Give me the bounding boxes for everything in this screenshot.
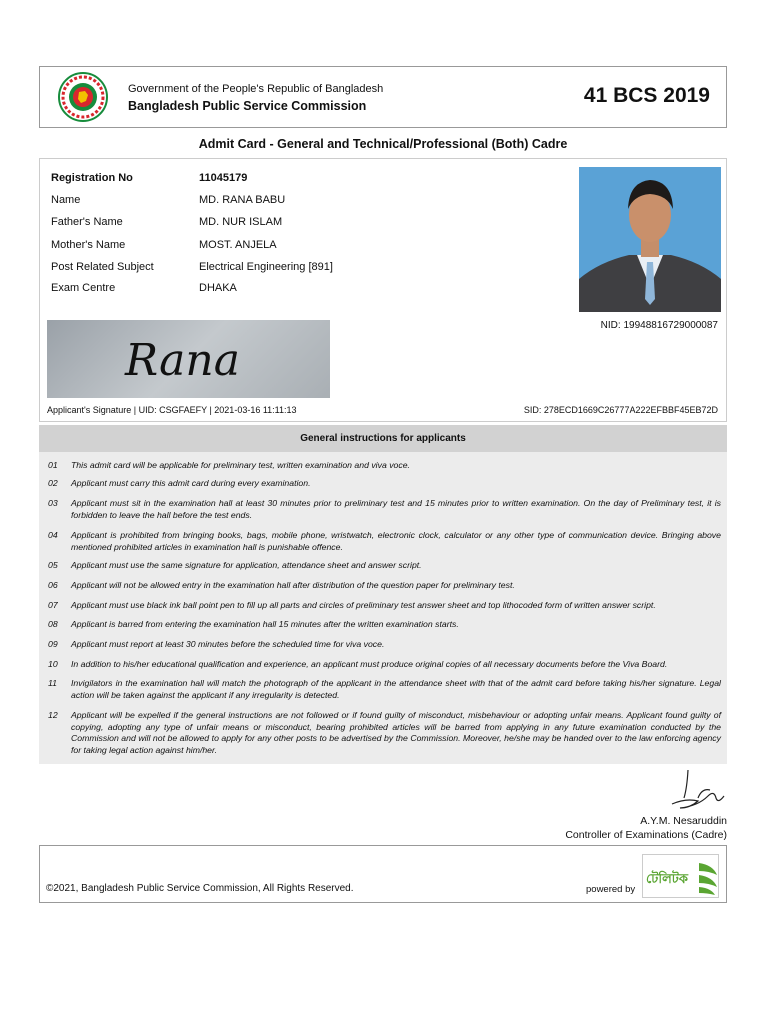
signature-text: Rana bbox=[125, 335, 240, 386]
signature-caption: Applicant's Signature | UID: CSGFAEFY | 2021-03-16 11:11:13 bbox=[47, 405, 297, 415]
admit-card-title: Admit Card - General and Technical/Professional (Both) Cadre bbox=[198, 137, 568, 151]
instruction-text: This admit card will be applicable for preliminary test, written examination and viva voce. bbox=[71, 460, 410, 470]
instruction-text: Applicant will not be allowed entry in the examination hall after distribution of the question paper for preliminary test. bbox=[71, 580, 515, 590]
instruction-number: 07 bbox=[48, 600, 58, 610]
instruction-text: Applicant is prohibited from bringing books, bags, mobile phone, wristwatch, electronic clock, calculator or any other type of communication device. Bringing above mentioned prohibited articles in examination hall is punishable offence. bbox=[71, 530, 721, 552]
registration-value: 11045179 bbox=[199, 172, 248, 184]
name-value: MD. RANA BABU bbox=[199, 194, 286, 206]
applicant-info-box bbox=[39, 158, 727, 422]
exam-centre-value: DHAKA bbox=[199, 282, 237, 294]
government-line: Government of the People's Republic of Bangladesh bbox=[128, 83, 384, 95]
instruction-text: In addition to his/her educational qualification and experience, an applicant must produce original copies of all necessary documents before the Viva Board. bbox=[71, 659, 668, 669]
teletalk-logo bbox=[642, 854, 719, 898]
instructions-heading: General instructions for applicants bbox=[39, 425, 727, 452]
name-label: Name bbox=[51, 194, 81, 206]
controller-signature-image bbox=[668, 768, 726, 812]
instruction-text: Applicant must use the same signature for application, attendance sheet and answer script. bbox=[71, 560, 422, 570]
instruction-number: 01 bbox=[48, 460, 58, 470]
exam-code: 41 BCS 2019 bbox=[583, 84, 710, 107]
instruction-number: 11 bbox=[48, 678, 58, 688]
subject-label: Post Related Subject bbox=[51, 261, 154, 273]
nid-number: NID: 19948816729000087 bbox=[600, 320, 718, 331]
teletalk-logo-text: টেলিটক bbox=[646, 872, 688, 887]
instruction-text: Applicant must report at least 30 minutes before the scheduled time for viva voce. bbox=[71, 639, 385, 649]
organization-name: Bangladesh Public Service Commission bbox=[128, 99, 367, 113]
instructions-list bbox=[39, 452, 727, 764]
header-box bbox=[39, 66, 727, 128]
instruction-number: 06 bbox=[48, 580, 58, 590]
father-name-label: Father's Name bbox=[51, 216, 123, 228]
father-name-value: MD. NUR ISLAM bbox=[199, 216, 283, 228]
instruction-number: 10 bbox=[48, 659, 58, 669]
copyright-text: ©2021, Bangladesh Public Service Commission, All Rights Reserved. bbox=[46, 883, 354, 894]
instruction-text: Applicant will be expelled if the general instructions are not followed or if found guilty of misconduct, misbehaviour or adopting unfair means. Applicant found guilty of copying, adopting any type of unfair means or misconduct, bearing prohibited articles will be barred from applying in any future examination conducted by the Commission and will not be allowed to apply for any other posts to be advertised by the Commission. Moreover, he/she may be handed over to the law enforcing agency for taking legal action against him/her. bbox=[71, 710, 721, 755]
instruction-text: Applicant must use black ink ball point pen to fill up all parts and circles of preliminary test answer sheet and top lithocoded form of written answer script. bbox=[71, 600, 656, 610]
instruction-text: Applicant must carry this admit card during every examination. bbox=[71, 478, 311, 488]
instruction-text: Applicant must sit in the examination hall at least 30 minutes prior to preliminary test and 15 minutes prior to written examination. On the day of Preliminary test, it is forbidden to leave the hall before the test ends. bbox=[71, 498, 721, 520]
sid-number: SID: 278ECD1669C26777A222EFBBF45EB72D bbox=[523, 405, 718, 415]
instruction-number: 08 bbox=[48, 619, 58, 629]
instruction-number: 12 bbox=[48, 710, 58, 720]
instruction-number: 03 bbox=[48, 498, 58, 508]
instruction-number: 02 bbox=[48, 478, 58, 488]
subject-value: Electrical Engineering [891] bbox=[199, 261, 333, 273]
applicant-signature-image bbox=[47, 320, 330, 398]
instruction-number: 04 bbox=[48, 530, 58, 540]
instruction-text: Invigilators in the examination hall will match the photograph of the applicant in the attendance sheet with that of the admit card before taking his/her signature. Legal action will be taken against the applicant if any irregularity is detected. bbox=[71, 678, 721, 700]
instruction-text: Applicant is barred from entering the examination hall 15 minutes after the written examination starts. bbox=[71, 619, 459, 629]
mother-name-label: Mother's Name bbox=[51, 239, 126, 251]
registration-label: Registration No bbox=[51, 172, 133, 184]
applicant-photo bbox=[579, 167, 721, 312]
footer-box bbox=[39, 845, 727, 903]
bpsc-emblem-icon bbox=[58, 72, 108, 122]
mother-name-value: MOST. ANJELA bbox=[199, 239, 277, 251]
controller-name: A.Y.M. Nesaruddin bbox=[640, 815, 727, 827]
instruction-number: 09 bbox=[48, 639, 58, 649]
controller-title: Controller of Examinations (Cadre) bbox=[565, 829, 727, 841]
powered-by-label: powered by bbox=[586, 884, 636, 895]
instruction-number: 05 bbox=[48, 560, 58, 570]
exam-centre-label: Exam Centre bbox=[51, 282, 116, 294]
